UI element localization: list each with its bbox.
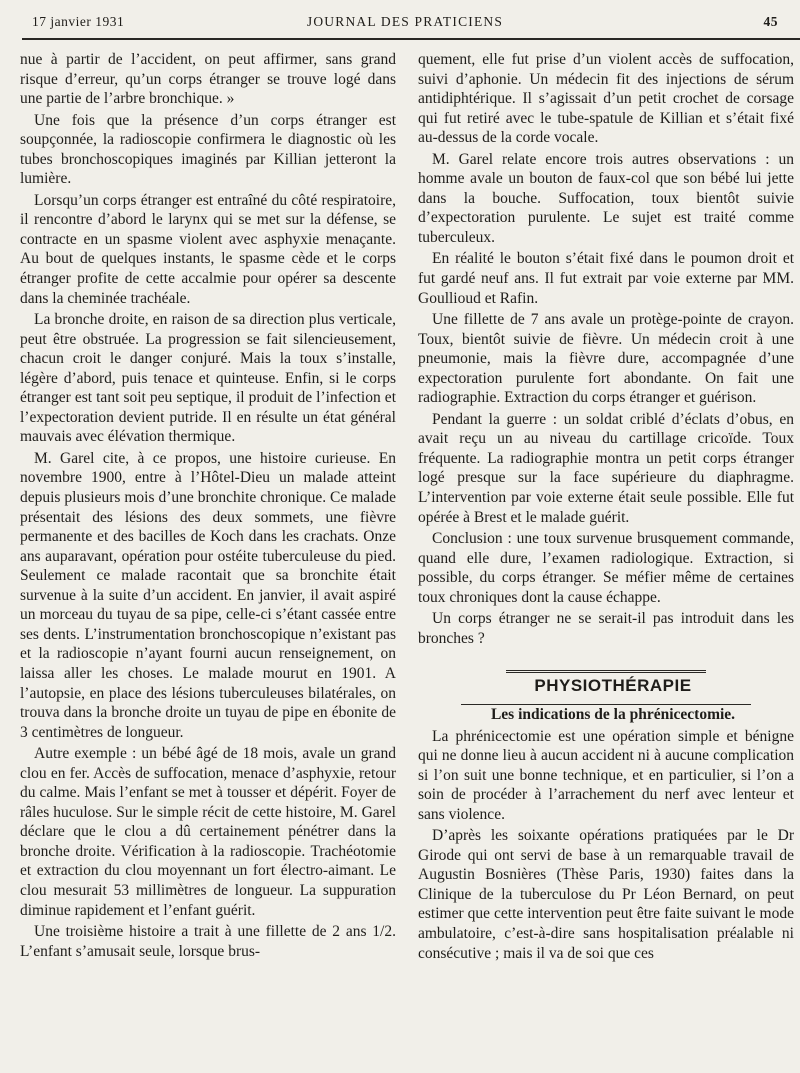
paragraph: Pendant la guerre : un soldat criblé d’éclats d’obus, en avait reçu un au niveau du cartillage cricoïde. Toux fréquente. La radiographie montra un petit corps étranger logé presque sur la face supérieure du diaphragme. L’intervention par voie externe était seule possible. Elle fut opérée à Brest et le malade guérit. [418,410,794,526]
right-column [418,50,794,965]
paragraph: M. Garel relate encore trois autres observations : un homme avale un bouton de faux-col que son bébé lui jette dans la bouche. Suffocation, toux bientôt suivie d’expectoration purulente. Le sujet est traité comme tuberculeux. [418,150,794,246]
paragraph: La phrénicectomie est une opération simple et bénigne qui ne donne lieu à aucun accident ni à aucune complication si l’on suit une bonne technique, et en particulier, si l’on a soin de procéder à l’arrachement du nerf avec lenteur et sans violence. [418,727,794,823]
article-title: Les indications de la phrénicectomie. [490,705,736,723]
page-header [32,14,778,36]
paragraph: Un corps étranger ne se serait-il pas introduit dans les bronches ? [418,610,794,647]
paragraph: M. Garel cite, à ce propos, une histoire curieuse. En novembre 1900, entre à l’Hôtel-Dieu un malade atteint depuis plusieurs mois d’une bronchite chronique. Ce malade présentait des lésions des deux sommets, une fièvre permanente et des bacilles de Koch dans les crachats. Onze ans auparavant, opération pour ostéite tuberculeuse du pied. Seulement ce malade racontait que sa bronchite était survenue à la suite d’un accident. En janvier, il avait aspiré un morceau du tuyau de sa pipe, celle-ci s’étant cassée entre ses dents. L’instrumentation bronchoscopique n’existant pas et la radioscopie n’ayant fourni aucun renseignement, on laissa aller les choses. Le malade mourut en 1901. A l’autopsie, en place des lésions tuberculeuses bilatérales, on trouva dans la bronche droite un tuyau de pipe en ébonite de 3 centimètres de longueur. [20,449,396,741]
paragraph: Une troisième histoire a trait à une fillette de 2 ans 1/2. L’enfant s’amusait seule, lorsque brus- [20,923,396,960]
page-number: 45 [763,14,778,29]
paragraph: Une fillette de 7 ans avale un protège-pointe de crayon. Toux, bientôt suivie de fièvre. Un médecin croit à une pneumonie, mais la fièvre dure, accompagnée d’une expectoration purulente fort abondante. On fait une radiographie. Extraction du corps étranger et guérison. [418,311,794,407]
paragraph: Conclusion : une toux survenue brusquement commande, quand elle dure, l’examen radiologique. Extraction, si possible, du corps étranger. Se méfier même de certaines toux chroniques dont la cause échappe. [418,530,794,606]
header-rule [22,38,800,40]
paragraph: Autre exemple : un bébé âgé de 18 mois, avale un grand clou en fer. Accès de suffocation, menace d’asphyxie, retour du calme. Mais l’enfant se met à tousser et dépérit. Foyer de râles huculose. Sur le simple récit de cette histoire, M. Garel déclare que le clou a dû certainement pénétrer dans la bronche droite. Vérification à la radioscopie. Trachéotomie et extraction du clou moyennant un fort électro-aimant. Le clou mesurait 53 millimètres de longueur. La suppuration diminue rapidement et l’enfant guérit. [20,745,396,919]
paragraph: La bronche droite, en raison de sa direction plus verticale, peut être obstruée. La progression se fait silencieusement, chacun croit le danger conjuré. Mais la toux s’installe, légère d’abord, puis tenace et quinteuse. Enfin, si le corps étranger est tant soit peu septique, il produit de l’infection et l’expectoration devient putride. Il en résulte un état général mauvais avec élévation thermique. [20,311,396,446]
section-title: PHYSIOTHÉRAPIE [534,676,692,696]
issue-date: 17 janvier 1931 [32,14,125,29]
paragraph: nue à partir de l’accident, on peut affirmer, sans grand risque d’erreur, qu’un corps étranger se trouve logé dans une partie de l’arbre bronchique. » [20,51,396,108]
paragraph: Une fois que la présence d’un corps étranger est soupçonnée, la radioscopie confirmera le diagnostic où les tubes bronchoscopiques imaginés par Killian jetteront la lumière. [20,111,396,188]
paragraph: quement, elle fut prise d’un violent accès de suffocation, suivi d’aphonie. Un médecin fit des injections de sérum antidiphtérique. Il s’agissait d’un petit crochet de corsage qui fut retiré avec le tube-spatule de Killian et s’était fixé au-dessus de la corde vocale. [418,51,794,147]
journal-title: JOURNAL DES PRATICIENS [306,14,504,29]
paragraph: Lorsqu’un corps étranger est entraîné du côté respiratoire, il rencontre d’abord le larynx qui se met sur la défense, se contracte en un spasme violent avec asphyxie menaçante. Au bout de quelques instants, le spasme cède et le corps étranger profite de cette accalmie pour opérer sa descente dans la cheminée trachéale. [20,191,396,307]
left-column [20,50,396,963]
paragraph: En réalité le bouton s’était fixé dans le poumon droit et fut gardé neuf ans. Il fut extrait par voie externe par MM. Goullioud et Rafin. [418,250,794,307]
paragraph: D’après les soixante opérations pratiquées par le Dr Girode qui ont servi de base à un remarquable travail de Augustin Bosnières (Thèse Paris, 1930) faites dans la Clinique de la tuberculose du Pr Léon Bernard, on peut estimer que cette intervention peut être faite suivant le mode ambulatoire, c’est-à-dire sans hospitalisation préalable ni consécutive ; mais il va de soi que ces [418,827,794,962]
